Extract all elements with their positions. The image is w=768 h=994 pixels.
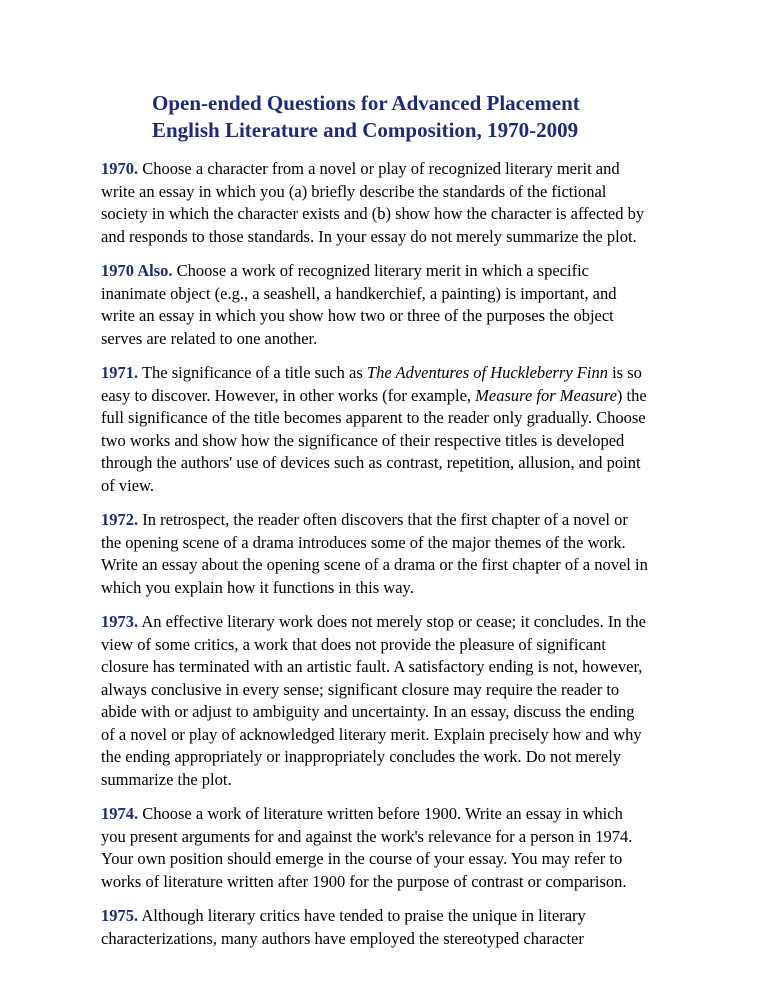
- question-text: always conclusive in every sense; significant closure may require the reader to: [101, 679, 620, 699]
- work-title: The Adventures of Huckleberry Finn: [366, 363, 608, 382]
- question-line: [101, 203, 677, 226]
- question-line: [101, 385, 677, 408]
- question-list: [101, 158, 677, 962]
- question-line: [101, 634, 677, 657]
- question-year-label: 1971.: [101, 363, 139, 382]
- question-text: and responds to those standards. In your essay do not merely summarize the plot.: [101, 226, 637, 246]
- question-line: [101, 554, 677, 577]
- question-text: works of literature written after 1900 for the purpose of contrast or comparison.: [101, 871, 627, 891]
- question-text: Write an essay about the opening scene of a drama or the first chapter of a novel in: [101, 555, 648, 574]
- question-line: [101, 260, 677, 283]
- title-line-1: Open-ended Questions for Advanced Placement: [152, 91, 580, 115]
- question-line: [101, 656, 677, 679]
- question-line: [101, 226, 677, 249]
- question-text: is so: [607, 363, 642, 382]
- question-text: Although literary critics have tended to praise the unique in literary: [138, 906, 586, 925]
- question-line: [101, 407, 677, 430]
- question-line: [101, 283, 677, 306]
- question-line: [101, 826, 677, 849]
- question-line: [101, 532, 677, 555]
- question-text: An effective literary work does not merely stop or cease; it concludes. In the: [138, 612, 646, 631]
- question-line: [101, 577, 677, 600]
- work-title: Measure for Measure: [475, 385, 617, 405]
- page-title: [152, 90, 712, 144]
- title-line-2: English Literature and Composition, 1970-2009: [152, 118, 579, 142]
- question-year-label: 1970 Also.: [101, 261, 173, 280]
- question-line: [101, 746, 677, 769]
- question-line: [101, 328, 677, 351]
- question-text: which you explain how it functions in this way.: [101, 577, 414, 597]
- question-paragraph: [101, 803, 677, 893]
- question-line: [101, 611, 677, 634]
- question-line: [101, 158, 677, 181]
- question-text: In retrospect, the reader often discovers that the first chapter of a novel or: [138, 510, 628, 529]
- question-text: easy to discover. However, in other works (for example,: [101, 385, 476, 405]
- question-paragraph: [101, 509, 677, 599]
- question-text: Choose a work of literature written before 1900. Write an essay in which: [138, 804, 623, 823]
- question-paragraph: [101, 611, 677, 791]
- question-text: characterizations, many authors have employed the stereotyped character: [101, 928, 584, 948]
- question-year-label: 1975.: [101, 906, 139, 925]
- question-line: [101, 848, 677, 871]
- question-text: of view.: [101, 475, 154, 495]
- question-year-label: 1973.: [101, 612, 139, 631]
- question-line: [101, 679, 677, 702]
- question-line: [101, 430, 677, 453]
- question-line: [101, 509, 677, 532]
- question-text: Your own position should emerge in the course of your essay. You may refer to: [101, 849, 623, 868]
- question-line: [101, 475, 677, 498]
- question-text: view of some critics, a work that does not provide the pleasure of significant: [101, 634, 606, 654]
- question-line: [101, 803, 677, 826]
- question-year-label: 1972.: [101, 510, 139, 529]
- question-text: summarize the plot.: [101, 769, 232, 789]
- question-line: [101, 769, 677, 792]
- question-line: [101, 905, 677, 928]
- question-line: [101, 181, 677, 204]
- question-paragraph: [101, 905, 677, 950]
- question-text: write an essay in which you show how two or three of the purposes the object: [101, 306, 614, 325]
- question-line: [101, 362, 677, 385]
- question-paragraph: [101, 362, 677, 497]
- question-line: [101, 305, 677, 328]
- question-text: of a novel or play of acknowledged literary merit. Explain precisely how and why: [101, 724, 642, 744]
- question-text: Choose a character from a novel or play of recognized literary merit and: [138, 159, 620, 178]
- question-line: [101, 871, 677, 894]
- question-text: full significance of the title becomes apparent to the reader only gradually. Choose: [101, 408, 646, 427]
- question-paragraph: [101, 260, 677, 350]
- question-text: write an essay in which you (a) briefly describe the standards of the fictional: [101, 181, 607, 201]
- question-text: two works and show how the significance of their respective titles is developed: [101, 430, 625, 450]
- question-text: serves are related to one another.: [101, 328, 318, 348]
- question-text: Choose a work of recognized literary merit in which a specific: [172, 261, 589, 280]
- question-line: [101, 724, 677, 747]
- question-text: closure has terminated with an artistic fault. A satisfactory ending is not, however,: [101, 657, 643, 676]
- question-text: abide with or adjust to ambiguity and uncertainty. In an essay, discuss the ending: [101, 702, 635, 721]
- question-text: ) the: [616, 385, 647, 405]
- question-line: [101, 928, 677, 951]
- question-year-label: 1974.: [101, 804, 139, 823]
- question-text: inanimate object (e.g., a seashell, a handkerchief, a painting) is important, and: [101, 283, 617, 303]
- question-text: through the authors' use of devices such as contrast, repetition, allusion, and point: [101, 453, 641, 472]
- question-line: [101, 701, 677, 724]
- question-paragraph: [101, 158, 677, 248]
- question-text: The significance of a title such as: [138, 363, 367, 382]
- question-text: society in which the character exists and (b) show how the character is affected by: [101, 204, 645, 223]
- question-text: the opening scene of a drama introduces some of the major themes of the work.: [101, 532, 626, 552]
- question-text: the ending appropriately or inappropriately concludes the work. Do not merely: [101, 747, 622, 766]
- question-year-label: 1970.: [101, 159, 139, 178]
- question-text: you present arguments for and against the work's relevance for a person in 1974.: [101, 826, 633, 846]
- question-line: [101, 452, 677, 475]
